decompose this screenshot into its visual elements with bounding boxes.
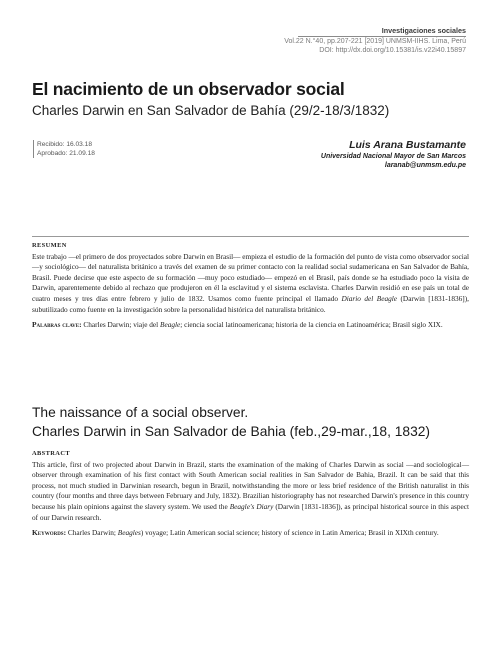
received-date: Recibido: 16.03.18 — [37, 141, 92, 148]
english-title-line: The naissance of a social observer. — [32, 405, 249, 420]
abstract-text — [32, 460, 469, 524]
keywords-label: Palabras clave: — [32, 320, 82, 330]
author-name: Luis Arana Bustamante — [349, 139, 466, 151]
keywords-label: Keywords: — [32, 528, 67, 538]
resumen-text-part: (Darwin [1831-1836]), subutilizado como fuente en la investigación sobre la personalidad histórica del naturalista británico. — [32, 293, 469, 314]
abstract-keywords — [32, 528, 469, 539]
abstract-section — [32, 449, 469, 539]
resumen-section — [32, 236, 469, 331]
diary-title: Beagle's Diary — [229, 501, 274, 511]
author-email[interactable]: laranab@unmsm.edu.pe — [384, 162, 466, 169]
abstract-text-part: This article, first of two projected about Darwin in Brazil, starts the examination of the making of Charles Darwin as social —and sociological— observer through examination of his first contact with South American social realities in San Salvador de Bahia, Brazil. It can be said that this process, not much studied in Darwinian research, begun in Brazil, notwithstanding the more or less brief residence of the British naturalist in this country (four months and three days between February and July, 1832). Brazilian historiography has not researched Darwin's presence in this country because his plain opinions against the slavery system. We used the — [32, 459, 469, 511]
keywords-beagle: Beagle — [160, 320, 181, 330]
article-subtitle: Charles Darwin en San Salvador de Bahía (29/2-18/3/1832) — [32, 103, 390, 118]
resumen-keywords — [32, 320, 469, 331]
journal-doi[interactable]: DOI: http://dx.doi.org/10.15381/is.v22i40.15897 — [319, 46, 466, 54]
resumen-text — [32, 252, 469, 316]
keywords-text: ; ciencia social latinoamericana; historia de la ciencia en Latinoamérica; Brasil siglo XIX. — [180, 320, 443, 330]
section-rule — [32, 236, 469, 237]
resumen-text-part: Este trabajo —el primero de dos proyectados sobre Darwin en Brasil— empieza el estudio de la formación del punto de vista como observador social —y sociológico— del naturalista británico a través del examen de su primer contacto con la realidad social sudamericana en San Salvador de Bahía, Brasil. Puede decirse que este aspecto de su formación —muy poco estudiado— empezó en el Brasil, país donde se ha estudiado poco la visita de Darwin, aparentemente debido al rechazo que produjeron en él la esclavitud y el sistema esclavista. Charles Darwin residió en ese país un total de cuatro meses y tres días entre febrero y julio de 1832. Usamos como fuente principal el llamado — [32, 251, 469, 303]
article-title: El nacimiento de un observador social — [32, 79, 345, 99]
journal-header — [284, 27, 466, 55]
journal-name: Investigaciones sociales — [381, 26, 466, 35]
english-title — [32, 403, 430, 441]
author-block — [321, 139, 466, 169]
abstract-heading: ABSTRACT — [32, 450, 71, 457]
approved-date: Aprobado: 21.09.18 — [37, 150, 95, 157]
keywords-text: ) voyage; Latin American social science; history of science in Latin America; Brasil in XIXth century. — [140, 528, 439, 538]
english-title-line: Charles Darwin in San Salvador de Bahia (feb.,29-mar.,18, 1832) — [32, 424, 431, 439]
resumen-heading: RESUMEN — [32, 242, 67, 249]
keywords-beagle: Beagles — [117, 528, 141, 538]
diary-title: Diario del Beagle — [341, 293, 398, 303]
keywords-text: Charles Darwin; viaje del — [81, 320, 160, 330]
keywords-text: Charles Darwin; — [66, 528, 118, 538]
abstract-text-part: (Darwin [1831-1836]), as principal historical source in this aspect of our Darwin research. — [32, 501, 469, 522]
article-dates — [33, 140, 95, 158]
journal-issue: Vol.22 N.°40, pp.207-221 [2019] UNMSM-IIHS. Lima, Perú — [284, 38, 466, 46]
author-affiliation: Universidad Nacional Mayor de San Marcos — [320, 153, 466, 160]
